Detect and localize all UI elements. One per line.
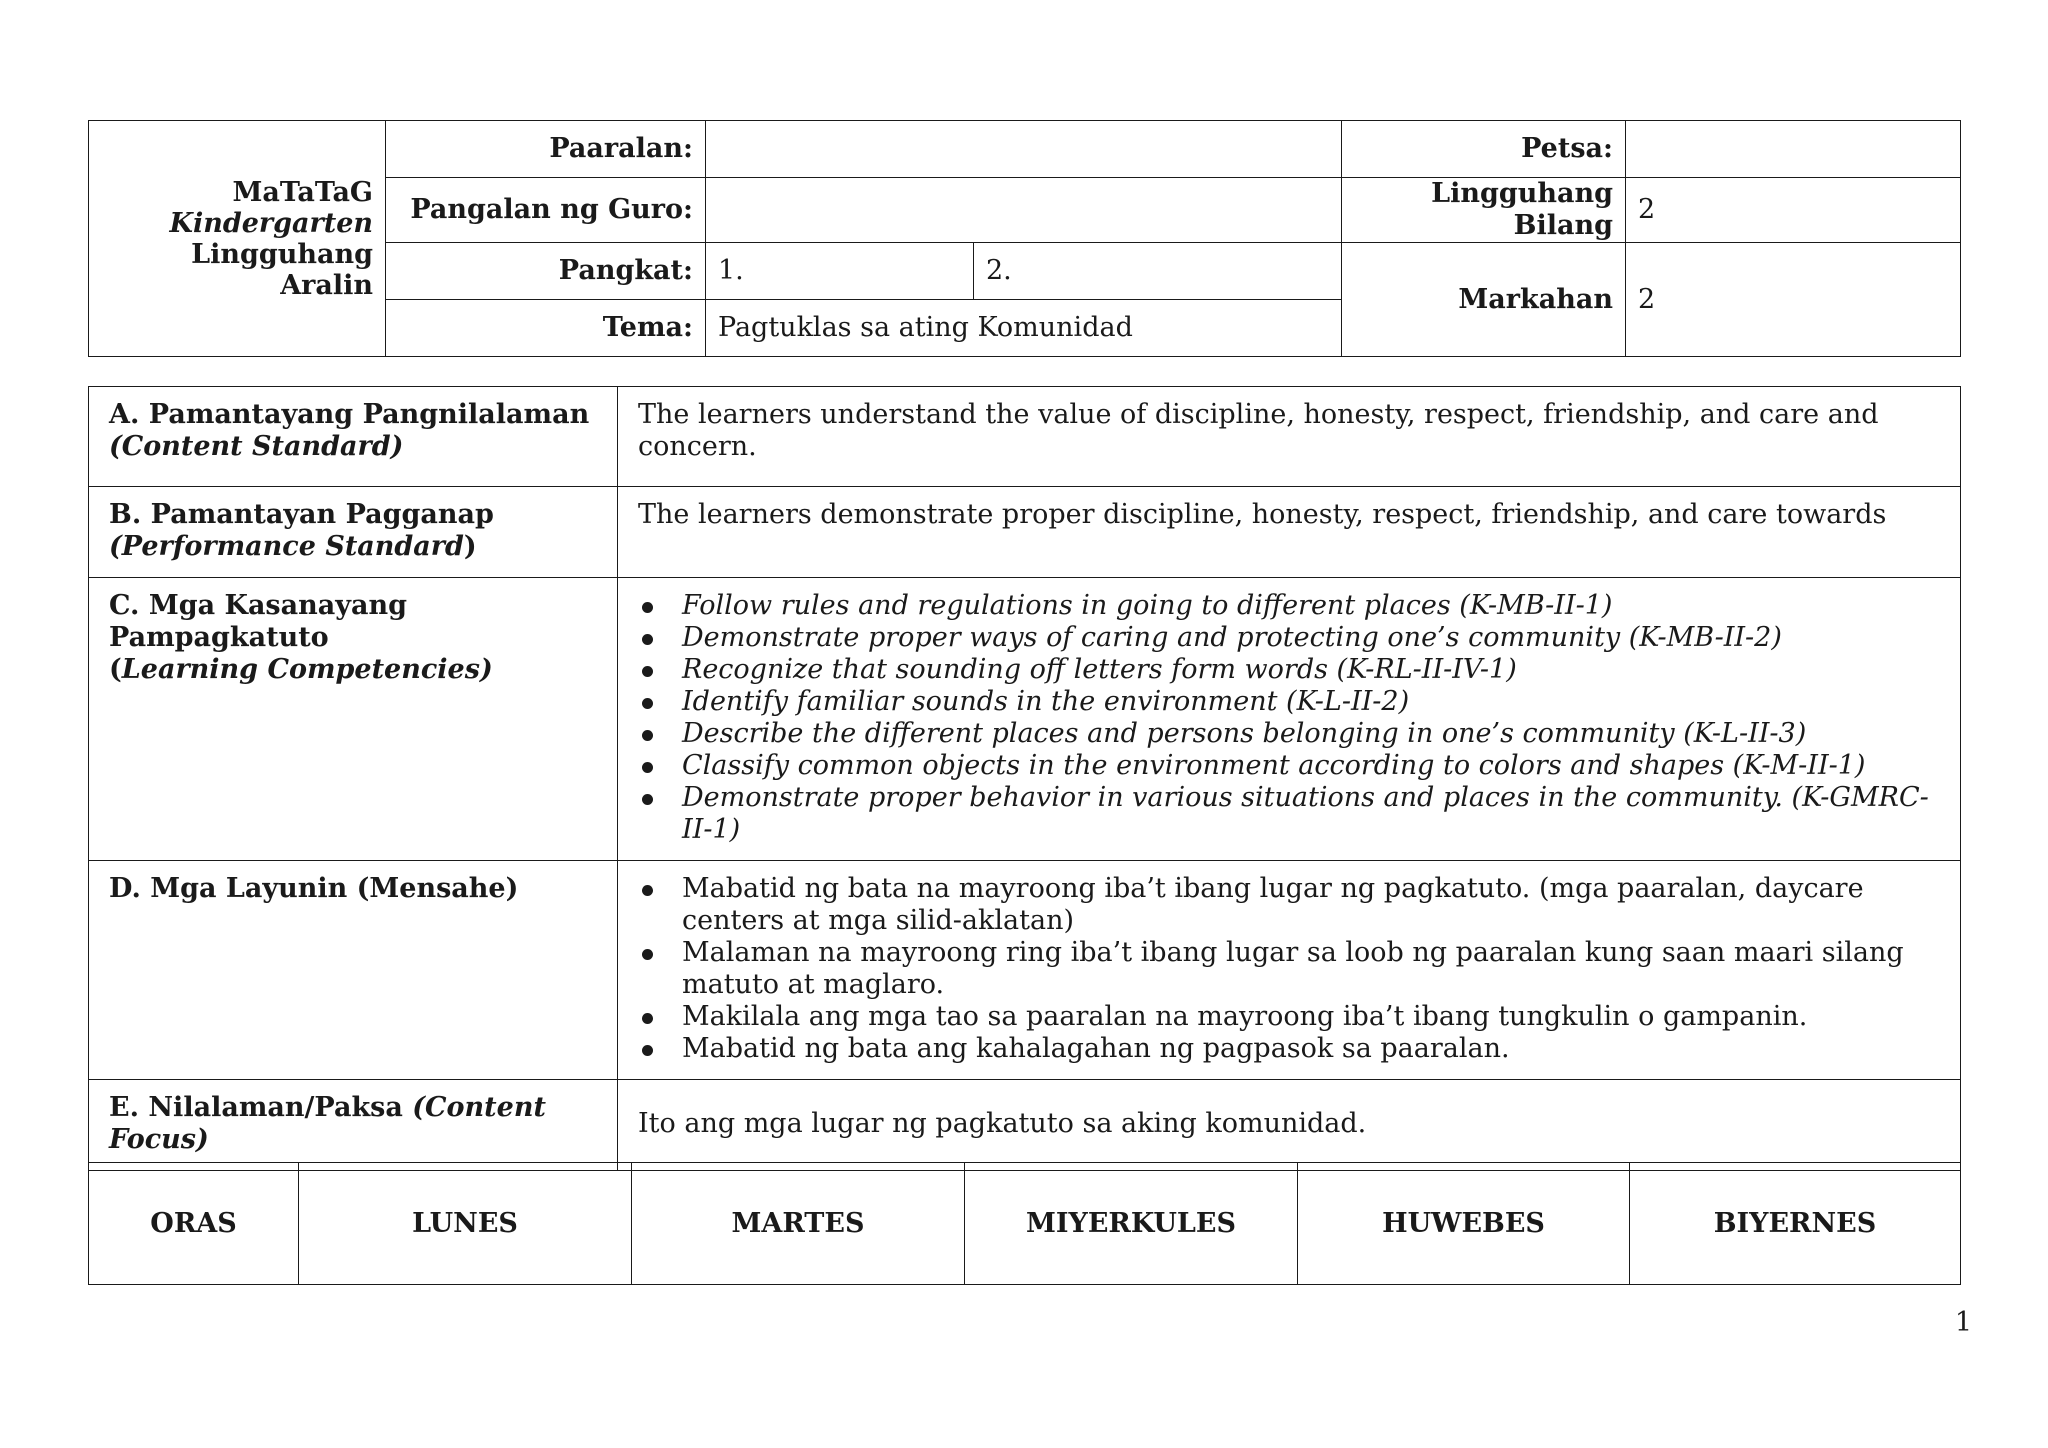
objectives-list (638, 873, 1940, 1065)
paaralan-label: Paaralan: (386, 121, 706, 178)
learning-competencies-title: C. Mga Kasanayang Pampagkatuto (109, 590, 407, 653)
col-martes: MARTES (632, 1163, 965, 1285)
schedule-table (88, 1162, 1961, 1285)
guro-value (706, 178, 1342, 243)
content-standard-title: A. Pamantayang Pangnilalaman (109, 399, 590, 430)
tema-label: Tema: (386, 300, 706, 357)
lesson-title-cell (89, 121, 386, 357)
pangkat-2-value: 2. (974, 243, 1342, 300)
performance-standard-value: The learners demonstrate proper discipline, honesty, respect, friendship, and care towards (618, 487, 1961, 578)
title-lingguhang-aralin: Lingguhang Aralin (191, 238, 373, 301)
list-item: Mabatid ng bata na mayroong iba’t ibang lugar ng pagkatuto. (mga paaralan, daycare centers at mga silid-aklatan) (638, 873, 1940, 937)
tema-value: Pagtuklas sa ating Komunidad (706, 300, 1342, 357)
objectives-value (618, 861, 1961, 1080)
content-focus-label (89, 1080, 618, 1171)
list-item: Demonstrate proper ways of caring and protecting one’s community (K-MB-II-2) (638, 622, 1940, 654)
title-kindergarten: Kindergarten (169, 207, 373, 239)
pangkat-label: Pangkat: (386, 243, 706, 300)
list-item: Follow rules and regulations in going to different places (K-MB-II-1) (638, 590, 1940, 622)
list-item: Recognize that sounding off letters form words (K-RL-II-IV-1) (638, 654, 1940, 686)
list-item: Classify common objects in the environment according to colors and shapes (K-M-II-1) (638, 750, 1940, 782)
page-number: 1 (1954, 1307, 1972, 1338)
guro-label: Pangalan ng Guro: (386, 178, 706, 243)
col-biyernes: BIYERNES (1630, 1163, 1961, 1285)
list-item: Demonstrate proper behavior in various situations and places in the community. (K-GMRC-II-1) (638, 782, 1940, 846)
content-focus-title: E. Nilalaman/Paksa (109, 1092, 403, 1123)
content-standard-value: The learners understand the value of discipline, honesty, respect, friendship, and care and concern. (618, 387, 1961, 487)
content-standard-subtitle: (Content Standard) (109, 431, 404, 462)
competency-list (638, 590, 1940, 846)
pangkat-1-value: 1. (706, 243, 974, 300)
petsa-value (1626, 121, 1961, 178)
col-huwebes: HUWEBES (1298, 1163, 1630, 1285)
list-item: Mabatid ng bata ang kahalagahan ng pagpasok sa paaralan. (638, 1033, 1940, 1065)
content-standard-label (89, 387, 618, 487)
lingguhang-bilang-label: Lingguhang Bilang (1342, 178, 1626, 243)
list-item: Identify familiar sounds in the environment (K-L-II-2) (638, 686, 1940, 718)
learning-competencies-value (618, 578, 1961, 861)
list-item: Makilala ang mga tao sa paaralan na mayroong iba’t ibang tungkulin o gampanin. (638, 1001, 1940, 1033)
col-miyerkules: MIYERKULES (965, 1163, 1298, 1285)
content-focus-value: Ito ang mga lugar ng pagkatuto sa aking komunidad. (618, 1080, 1961, 1171)
petsa-label: Petsa: (1342, 121, 1626, 178)
performance-standard-label (89, 487, 618, 578)
learning-competencies-label (89, 578, 618, 861)
col-lunes: LUNES (299, 1163, 632, 1285)
paaralan-value (706, 121, 1342, 178)
col-oras: ORAS (89, 1163, 299, 1285)
title-matatag: MaTaTaG (232, 176, 373, 208)
list-item: Describe the different places and persons belonging in one’s community (K-L-II-3) (638, 718, 1940, 750)
markahan-label: Markahan (1342, 243, 1626, 357)
markahan-value: 2 (1626, 243, 1961, 357)
list-item: Malaman na mayroong ring iba’t ibang lugar sa loob ng paaralan kung saan maari silang matuto at maglaro. (638, 937, 1940, 1001)
performance-standard-subtitle: (Performance Standard) (109, 531, 477, 562)
performance-standard-title: B. Pamantayan Pagganap (109, 499, 494, 530)
content-focus-subtitle: (Content Focus) (109, 1092, 546, 1155)
header-table (88, 120, 1961, 357)
objectives-label: D. Mga Layunin (Mensahe) (89, 861, 618, 1080)
lingguhang-bilang-value: 2 (1626, 178, 1961, 243)
standards-table (88, 386, 1961, 1171)
learning-competencies-subtitle: (Learning Competencies) (109, 654, 493, 685)
